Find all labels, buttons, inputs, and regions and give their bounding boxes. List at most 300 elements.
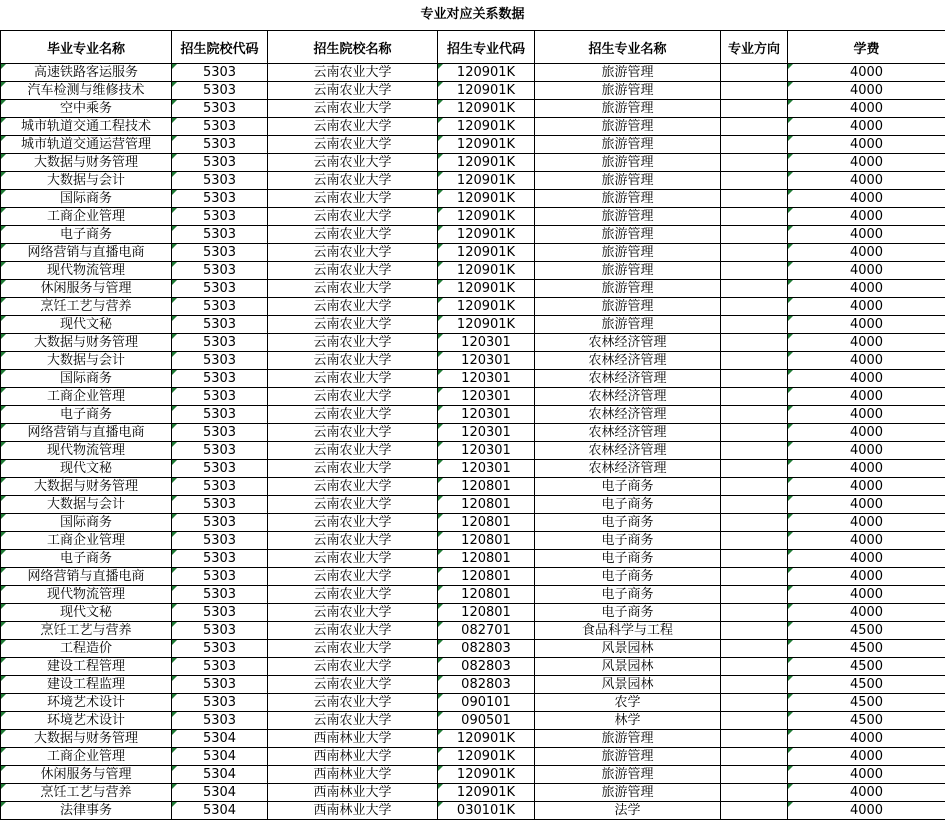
table-cell[interactable]: 120901K bbox=[438, 190, 535, 208]
table-cell[interactable]: 食品科学与工程 bbox=[535, 622, 721, 640]
header-cell[interactable]: 学费 bbox=[788, 31, 945, 64]
table-cell[interactable]: 大数据与财务管理 bbox=[1, 154, 172, 172]
table-cell[interactable]: 工程造价 bbox=[1, 640, 172, 658]
table-cell[interactable]: 082803 bbox=[438, 658, 535, 676]
table-cell[interactable]: 旅游管理 bbox=[535, 154, 721, 172]
table-cell[interactable]: 农林经济管理 bbox=[535, 442, 721, 460]
table-cell[interactable]: 电子商务 bbox=[535, 586, 721, 604]
table-cell[interactable]: 云南农业大学 bbox=[268, 316, 438, 334]
table-cell[interactable]: 120801 bbox=[438, 568, 535, 586]
table-cell[interactable]: 5303 bbox=[172, 640, 268, 658]
table-cell[interactable]: 云南农业大学 bbox=[268, 406, 438, 424]
table-cell[interactable]: 120901K bbox=[438, 226, 535, 244]
table-cell[interactable] bbox=[721, 586, 788, 604]
table-cell[interactable]: 工商企业管理 bbox=[1, 208, 172, 226]
table-cell[interactable]: 休闲服务与管理 bbox=[1, 766, 172, 784]
table-cell[interactable]: 工商企业管理 bbox=[1, 532, 172, 550]
table-cell[interactable] bbox=[721, 748, 788, 766]
table-cell[interactable]: 云南农业大学 bbox=[268, 478, 438, 496]
table-cell[interactable]: 5303 bbox=[172, 370, 268, 388]
table-cell[interactable]: 网络营销与直播电商 bbox=[1, 244, 172, 262]
table-cell[interactable]: 5303 bbox=[172, 190, 268, 208]
table-cell[interactable]: 工商企业管理 bbox=[1, 748, 172, 766]
table-cell[interactable]: 旅游管理 bbox=[535, 262, 721, 280]
table-cell[interactable]: 120301 bbox=[438, 460, 535, 478]
table-cell[interactable]: 电子商务 bbox=[535, 568, 721, 586]
table-cell[interactable]: 云南农业大学 bbox=[268, 604, 438, 622]
table-cell[interactable]: 4000 bbox=[788, 298, 945, 316]
table-cell[interactable]: 4000 bbox=[788, 118, 945, 136]
table-cell[interactable]: 云南农业大学 bbox=[268, 550, 438, 568]
table-cell[interactable] bbox=[721, 568, 788, 586]
table-cell[interactable]: 农林经济管理 bbox=[535, 460, 721, 478]
table-cell[interactable]: 5303 bbox=[172, 64, 268, 82]
table-cell[interactable]: 5303 bbox=[172, 658, 268, 676]
header-cell[interactable]: 毕业专业名称 bbox=[1, 31, 172, 64]
table-cell[interactable]: 120301 bbox=[438, 370, 535, 388]
table-cell[interactable]: 120801 bbox=[438, 532, 535, 550]
table-cell[interactable]: 旅游管理 bbox=[535, 280, 721, 298]
table-cell[interactable]: 4500 bbox=[788, 712, 945, 730]
table-cell[interactable]: 120901K bbox=[438, 172, 535, 190]
table-cell[interactable]: 5303 bbox=[172, 226, 268, 244]
table-cell[interactable]: 5303 bbox=[172, 298, 268, 316]
table-cell[interactable]: 旅游管理 bbox=[535, 136, 721, 154]
table-cell[interactable] bbox=[721, 136, 788, 154]
table-cell[interactable]: 120901K bbox=[438, 154, 535, 172]
table-cell[interactable] bbox=[721, 640, 788, 658]
table-cell[interactable]: 120301 bbox=[438, 388, 535, 406]
table-cell[interactable]: 4000 bbox=[788, 280, 945, 298]
table-cell[interactable]: 4000 bbox=[788, 784, 945, 802]
table-cell[interactable]: 5303 bbox=[172, 460, 268, 478]
table-cell[interactable]: 云南农业大学 bbox=[268, 694, 438, 712]
table-cell[interactable]: 现代文秘 bbox=[1, 460, 172, 478]
table-cell[interactable]: 090101 bbox=[438, 694, 535, 712]
table-cell[interactable]: 烹饪工艺与营养 bbox=[1, 298, 172, 316]
table-cell[interactable]: 云南农业大学 bbox=[268, 154, 438, 172]
table-cell[interactable]: 现代物流管理 bbox=[1, 442, 172, 460]
table-cell[interactable]: 农学 bbox=[535, 694, 721, 712]
table-cell[interactable]: 网络营销与直播电商 bbox=[1, 424, 172, 442]
table-cell[interactable]: 5303 bbox=[172, 280, 268, 298]
table-cell[interactable]: 林学 bbox=[535, 712, 721, 730]
table-cell[interactable]: 5303 bbox=[172, 172, 268, 190]
table-cell[interactable]: 5303 bbox=[172, 154, 268, 172]
table-cell[interactable] bbox=[721, 334, 788, 352]
table-cell[interactable]: 旅游管理 bbox=[535, 208, 721, 226]
table-cell[interactable]: 4000 bbox=[788, 532, 945, 550]
table-cell[interactable]: 5303 bbox=[172, 622, 268, 640]
table-cell[interactable]: 云南农业大学 bbox=[268, 370, 438, 388]
table-cell[interactable]: 4000 bbox=[788, 136, 945, 154]
table-cell[interactable] bbox=[721, 532, 788, 550]
table-cell[interactable]: 农林经济管理 bbox=[535, 406, 721, 424]
table-cell[interactable] bbox=[721, 100, 788, 118]
table-cell[interactable]: 云南农业大学 bbox=[268, 460, 438, 478]
table-cell[interactable]: 082803 bbox=[438, 640, 535, 658]
table-cell[interactable]: 120801 bbox=[438, 586, 535, 604]
table-cell[interactable]: 云南农业大学 bbox=[268, 244, 438, 262]
table-cell[interactable]: 5303 bbox=[172, 208, 268, 226]
table-cell[interactable]: 4000 bbox=[788, 514, 945, 532]
table-cell[interactable] bbox=[721, 226, 788, 244]
table-cell[interactable]: 5303 bbox=[172, 406, 268, 424]
table-cell[interactable]: 云南农业大学 bbox=[268, 388, 438, 406]
table-cell[interactable]: 120901K bbox=[438, 280, 535, 298]
table-cell[interactable]: 5303 bbox=[172, 514, 268, 532]
table-cell[interactable]: 建设工程管理 bbox=[1, 658, 172, 676]
table-cell[interactable]: 4000 bbox=[788, 730, 945, 748]
table-cell[interactable]: 电子商务 bbox=[535, 532, 721, 550]
table-cell[interactable] bbox=[721, 712, 788, 730]
table-cell[interactable]: 现代物流管理 bbox=[1, 586, 172, 604]
table-cell[interactable]: 120901K bbox=[438, 316, 535, 334]
table-cell[interactable]: 4000 bbox=[788, 550, 945, 568]
table-cell[interactable]: 现代文秘 bbox=[1, 604, 172, 622]
table-cell[interactable]: 农林经济管理 bbox=[535, 352, 721, 370]
table-cell[interactable]: 风景园林 bbox=[535, 658, 721, 676]
table-cell[interactable]: 120801 bbox=[438, 496, 535, 514]
table-cell[interactable] bbox=[721, 550, 788, 568]
header-cell[interactable]: 专业方向 bbox=[721, 31, 788, 64]
table-cell[interactable]: 5303 bbox=[172, 334, 268, 352]
table-cell[interactable] bbox=[721, 514, 788, 532]
header-cell[interactable]: 招生专业代码 bbox=[438, 31, 535, 64]
table-cell[interactable]: 大数据与会计 bbox=[1, 172, 172, 190]
table-cell[interactable] bbox=[721, 64, 788, 82]
table-cell[interactable]: 120301 bbox=[438, 442, 535, 460]
table-cell[interactable]: 5304 bbox=[172, 784, 268, 802]
table-cell[interactable]: 4500 bbox=[788, 658, 945, 676]
table-cell[interactable]: 电子商务 bbox=[535, 604, 721, 622]
table-cell[interactable]: 大数据与财务管理 bbox=[1, 334, 172, 352]
table-cell[interactable]: 大数据与会计 bbox=[1, 352, 172, 370]
table-cell[interactable]: 云南农业大学 bbox=[268, 136, 438, 154]
table-cell[interactable]: 4000 bbox=[788, 352, 945, 370]
table-cell[interactable]: 4000 bbox=[788, 208, 945, 226]
table-cell[interactable] bbox=[721, 298, 788, 316]
table-cell[interactable]: 休闲服务与管理 bbox=[1, 280, 172, 298]
table-cell[interactable]: 120301 bbox=[438, 334, 535, 352]
table-cell[interactable]: 旅游管理 bbox=[535, 730, 721, 748]
table-cell[interactable]: 农林经济管理 bbox=[535, 388, 721, 406]
table-cell[interactable]: 云南农业大学 bbox=[268, 658, 438, 676]
header-cell[interactable]: 招生专业名称 bbox=[535, 31, 721, 64]
table-cell[interactable]: 120901K bbox=[438, 208, 535, 226]
table-cell[interactable] bbox=[721, 478, 788, 496]
table-cell[interactable]: 5303 bbox=[172, 532, 268, 550]
table-cell[interactable]: 4000 bbox=[788, 766, 945, 784]
table-cell[interactable]: 4000 bbox=[788, 568, 945, 586]
table-cell[interactable]: 云南农业大学 bbox=[268, 514, 438, 532]
table-cell[interactable]: 云南农业大学 bbox=[268, 100, 438, 118]
table-cell[interactable]: 西南林业大学 bbox=[268, 784, 438, 802]
table-cell[interactable]: 4000 bbox=[788, 460, 945, 478]
table-cell[interactable]: 120301 bbox=[438, 352, 535, 370]
table-cell[interactable]: 5303 bbox=[172, 136, 268, 154]
table-cell[interactable] bbox=[721, 262, 788, 280]
table-cell[interactable]: 城市轨道交通运营管理 bbox=[1, 136, 172, 154]
table-cell[interactable]: 现代物流管理 bbox=[1, 262, 172, 280]
table-cell[interactable]: 工商企业管理 bbox=[1, 388, 172, 406]
table-cell[interactable]: 旅游管理 bbox=[535, 100, 721, 118]
table-cell[interactable]: 120901K bbox=[438, 136, 535, 154]
table-cell[interactable]: 电子商务 bbox=[1, 226, 172, 244]
table-cell[interactable]: 4000 bbox=[788, 316, 945, 334]
table-cell[interactable]: 5303 bbox=[172, 118, 268, 136]
table-cell[interactable]: 云南农业大学 bbox=[268, 442, 438, 460]
table-cell[interactable]: 高速铁路客运服务 bbox=[1, 64, 172, 82]
table-cell[interactable]: 5303 bbox=[172, 712, 268, 730]
table-cell[interactable]: 5304 bbox=[172, 802, 268, 820]
table-cell[interactable]: 120901K bbox=[438, 82, 535, 100]
table-cell[interactable]: 120801 bbox=[438, 550, 535, 568]
table-cell[interactable]: 城市轨道交通工程技术 bbox=[1, 118, 172, 136]
table-cell[interactable]: 旅游管理 bbox=[535, 244, 721, 262]
table-cell[interactable]: 电子商务 bbox=[535, 478, 721, 496]
table-cell[interactable]: 云南农业大学 bbox=[268, 208, 438, 226]
table-cell[interactable]: 国际商务 bbox=[1, 514, 172, 532]
table-cell[interactable]: 烹饪工艺与营养 bbox=[1, 622, 172, 640]
table-cell[interactable] bbox=[721, 82, 788, 100]
table-cell[interactable]: 5304 bbox=[172, 766, 268, 784]
table-cell[interactable]: 云南农业大学 bbox=[268, 262, 438, 280]
table-cell[interactable] bbox=[721, 496, 788, 514]
table-cell[interactable]: 120801 bbox=[438, 478, 535, 496]
table-cell[interactable]: 旅游管理 bbox=[535, 82, 721, 100]
table-cell[interactable]: 西南林业大学 bbox=[268, 730, 438, 748]
table-cell[interactable]: 云南农业大学 bbox=[268, 172, 438, 190]
table-cell[interactable]: 5303 bbox=[172, 244, 268, 262]
table-cell[interactable]: 风景园林 bbox=[535, 640, 721, 658]
table-cell[interactable]: 云南农业大学 bbox=[268, 532, 438, 550]
table-cell[interactable]: 云南农业大学 bbox=[268, 280, 438, 298]
table-cell[interactable]: 5303 bbox=[172, 550, 268, 568]
table-cell[interactable]: 云南农业大学 bbox=[268, 676, 438, 694]
table-cell[interactable]: 5303 bbox=[172, 478, 268, 496]
table-cell[interactable]: 082803 bbox=[438, 676, 535, 694]
table-cell[interactable]: 120801 bbox=[438, 514, 535, 532]
table-cell[interactable]: 旅游管理 bbox=[535, 118, 721, 136]
table-cell[interactable]: 4000 bbox=[788, 154, 945, 172]
table-cell[interactable]: 4000 bbox=[788, 334, 945, 352]
table-cell[interactable]: 4000 bbox=[788, 802, 945, 820]
table-cell[interactable]: 4000 bbox=[788, 100, 945, 118]
table-cell[interactable]: 云南农业大学 bbox=[268, 64, 438, 82]
table-cell[interactable] bbox=[721, 388, 788, 406]
table-cell[interactable]: 4000 bbox=[788, 424, 945, 442]
table-cell[interactable]: 旅游管理 bbox=[535, 64, 721, 82]
table-cell[interactable]: 电子商务 bbox=[1, 550, 172, 568]
table-cell[interactable]: 5303 bbox=[172, 316, 268, 334]
table-cell[interactable] bbox=[721, 766, 788, 784]
table-cell[interactable]: 电子商务 bbox=[535, 496, 721, 514]
table-cell[interactable]: 4000 bbox=[788, 82, 945, 100]
header-cell[interactable]: 招生院校代码 bbox=[172, 31, 268, 64]
table-cell[interactable]: 云南农业大学 bbox=[268, 640, 438, 658]
table-cell[interactable]: 4000 bbox=[788, 388, 945, 406]
table-cell[interactable] bbox=[721, 280, 788, 298]
table-cell[interactable] bbox=[721, 604, 788, 622]
table-cell[interactable]: 4500 bbox=[788, 694, 945, 712]
table-cell[interactable] bbox=[721, 784, 788, 802]
table-cell[interactable] bbox=[721, 802, 788, 820]
table-cell[interactable]: 120901K bbox=[438, 100, 535, 118]
table-cell[interactable]: 旅游管理 bbox=[535, 748, 721, 766]
table-cell[interactable]: 大数据与财务管理 bbox=[1, 730, 172, 748]
table-cell[interactable]: 5303 bbox=[172, 496, 268, 514]
table-cell[interactable]: 云南农业大学 bbox=[268, 712, 438, 730]
table-cell[interactable]: 5304 bbox=[172, 730, 268, 748]
table-cell[interactable]: 4000 bbox=[788, 172, 945, 190]
table-cell[interactable] bbox=[721, 694, 788, 712]
table-cell[interactable]: 120901K bbox=[438, 298, 535, 316]
table-cell[interactable] bbox=[721, 352, 788, 370]
table-cell[interactable] bbox=[721, 730, 788, 748]
table-cell[interactable]: 4000 bbox=[788, 190, 945, 208]
table-cell[interactable]: 5303 bbox=[172, 604, 268, 622]
table-cell[interactable]: 5303 bbox=[172, 388, 268, 406]
table-cell[interactable]: 法律事务 bbox=[1, 802, 172, 820]
table-cell[interactable]: 云南农业大学 bbox=[268, 334, 438, 352]
table-cell[interactable]: 电子商务 bbox=[1, 406, 172, 424]
table-cell[interactable]: 5303 bbox=[172, 442, 268, 460]
table-cell[interactable]: 4000 bbox=[788, 406, 945, 424]
table-cell[interactable]: 5303 bbox=[172, 568, 268, 586]
table-cell[interactable]: 旅游管理 bbox=[535, 298, 721, 316]
table-cell[interactable]: 4500 bbox=[788, 622, 945, 640]
table-cell[interactable]: 云南农业大学 bbox=[268, 622, 438, 640]
table-cell[interactable]: 旅游管理 bbox=[535, 766, 721, 784]
table-cell[interactable]: 网络营销与直播电商 bbox=[1, 568, 172, 586]
header-cell[interactable]: 招生院校名称 bbox=[268, 31, 438, 64]
table-cell[interactable]: 120901K bbox=[438, 748, 535, 766]
table-cell[interactable]: 现代文秘 bbox=[1, 316, 172, 334]
table-cell[interactable]: 云南农业大学 bbox=[268, 568, 438, 586]
table-cell[interactable] bbox=[721, 172, 788, 190]
table-cell[interactable]: 云南农业大学 bbox=[268, 226, 438, 244]
table-cell[interactable]: 云南农业大学 bbox=[268, 496, 438, 514]
table-cell[interactable] bbox=[721, 208, 788, 226]
table-cell[interactable]: 国际商务 bbox=[1, 190, 172, 208]
table-cell[interactable]: 农林经济管理 bbox=[535, 424, 721, 442]
table-cell[interactable]: 建设工程监理 bbox=[1, 676, 172, 694]
table-cell[interactable] bbox=[721, 442, 788, 460]
table-cell[interactable]: 120901K bbox=[438, 766, 535, 784]
table-cell[interactable]: 5303 bbox=[172, 262, 268, 280]
table-cell[interactable]: 5303 bbox=[172, 694, 268, 712]
table-cell[interactable]: 090501 bbox=[438, 712, 535, 730]
table-cell[interactable]: 旅游管理 bbox=[535, 784, 721, 802]
table-cell[interactable]: 西南林业大学 bbox=[268, 766, 438, 784]
table-cell[interactable]: 120901K bbox=[438, 244, 535, 262]
table-cell[interactable]: 4500 bbox=[788, 640, 945, 658]
table-cell[interactable]: 旅游管理 bbox=[535, 316, 721, 334]
table-cell[interactable]: 4000 bbox=[788, 442, 945, 460]
table-cell[interactable]: 环境艺术设计 bbox=[1, 712, 172, 730]
table-cell[interactable]: 云南农业大学 bbox=[268, 190, 438, 208]
table-cell[interactable]: 云南农业大学 bbox=[268, 118, 438, 136]
table-cell[interactable]: 5303 bbox=[172, 352, 268, 370]
table-cell[interactable]: 4000 bbox=[788, 64, 945, 82]
table-cell[interactable] bbox=[721, 154, 788, 172]
table-cell[interactable]: 农林经济管理 bbox=[535, 334, 721, 352]
table-cell[interactable]: 120901K bbox=[438, 118, 535, 136]
table-cell[interactable]: 云南农业大学 bbox=[268, 298, 438, 316]
table-cell[interactable]: 082701 bbox=[438, 622, 535, 640]
table-cell[interactable]: 国际商务 bbox=[1, 370, 172, 388]
table-cell[interactable]: 法学 bbox=[535, 802, 721, 820]
table-cell[interactable]: 5303 bbox=[172, 82, 268, 100]
table-cell[interactable]: 5303 bbox=[172, 100, 268, 118]
table-cell[interactable]: 旅游管理 bbox=[535, 172, 721, 190]
table-cell[interactable]: 120301 bbox=[438, 424, 535, 442]
table-cell[interactable]: 5303 bbox=[172, 424, 268, 442]
table-cell[interactable]: 烹饪工艺与营养 bbox=[1, 784, 172, 802]
table-cell[interactable]: 风景园林 bbox=[535, 676, 721, 694]
table-cell[interactable]: 空中乘务 bbox=[1, 100, 172, 118]
table-cell[interactable]: 4000 bbox=[788, 244, 945, 262]
table-cell[interactable]: 4000 bbox=[788, 604, 945, 622]
table-cell[interactable]: 农林经济管理 bbox=[535, 370, 721, 388]
table-cell[interactable]: 旅游管理 bbox=[535, 190, 721, 208]
table-cell[interactable]: 云南农业大学 bbox=[268, 352, 438, 370]
table-cell[interactable]: 电子商务 bbox=[535, 514, 721, 532]
table-cell[interactable]: 4500 bbox=[788, 676, 945, 694]
table-cell[interactable]: 大数据与会计 bbox=[1, 496, 172, 514]
table-cell[interactable]: 120901K bbox=[438, 64, 535, 82]
table-cell[interactable]: 环境艺术设计 bbox=[1, 694, 172, 712]
table-cell[interactable] bbox=[721, 676, 788, 694]
table-cell[interactable] bbox=[721, 190, 788, 208]
table-cell[interactable] bbox=[721, 658, 788, 676]
table-cell[interactable]: 120901K bbox=[438, 262, 535, 280]
table-cell[interactable]: 5304 bbox=[172, 748, 268, 766]
table-cell[interactable]: 云南农业大学 bbox=[268, 586, 438, 604]
table-cell[interactable]: 4000 bbox=[788, 748, 945, 766]
table-cell[interactable] bbox=[721, 406, 788, 424]
table-cell[interactable]: 120901K bbox=[438, 730, 535, 748]
table-cell[interactable]: 5303 bbox=[172, 676, 268, 694]
table-cell[interactable]: 大数据与财务管理 bbox=[1, 478, 172, 496]
table-cell[interactable]: 旅游管理 bbox=[535, 226, 721, 244]
table-cell[interactable]: 030101K bbox=[438, 802, 535, 820]
table-cell[interactable]: 云南农业大学 bbox=[268, 82, 438, 100]
table-cell[interactable] bbox=[721, 244, 788, 262]
table-cell[interactable] bbox=[721, 424, 788, 442]
table-cell[interactable]: 电子商务 bbox=[535, 550, 721, 568]
table-cell[interactable]: 4000 bbox=[788, 496, 945, 514]
table-cell[interactable] bbox=[721, 460, 788, 478]
table-cell[interactable]: 西南林业大学 bbox=[268, 802, 438, 820]
table-cell[interactable]: 4000 bbox=[788, 586, 945, 604]
table-cell[interactable]: 4000 bbox=[788, 262, 945, 280]
table-cell[interactable]: 120901K bbox=[438, 784, 535, 802]
table-cell[interactable]: 5303 bbox=[172, 586, 268, 604]
table-cell[interactable] bbox=[721, 622, 788, 640]
table-cell[interactable]: 云南农业大学 bbox=[268, 424, 438, 442]
table-cell[interactable]: 汽车检测与维修技术 bbox=[1, 82, 172, 100]
table-cell[interactable]: 4000 bbox=[788, 478, 945, 496]
table-cell[interactable] bbox=[721, 316, 788, 334]
table-cell[interactable]: 4000 bbox=[788, 226, 945, 244]
table-cell[interactable] bbox=[721, 370, 788, 388]
table-cell[interactable]: 120801 bbox=[438, 604, 535, 622]
table-cell[interactable]: 西南林业大学 bbox=[268, 748, 438, 766]
table-cell[interactable] bbox=[721, 118, 788, 136]
table-cell[interactable]: 120301 bbox=[438, 406, 535, 424]
